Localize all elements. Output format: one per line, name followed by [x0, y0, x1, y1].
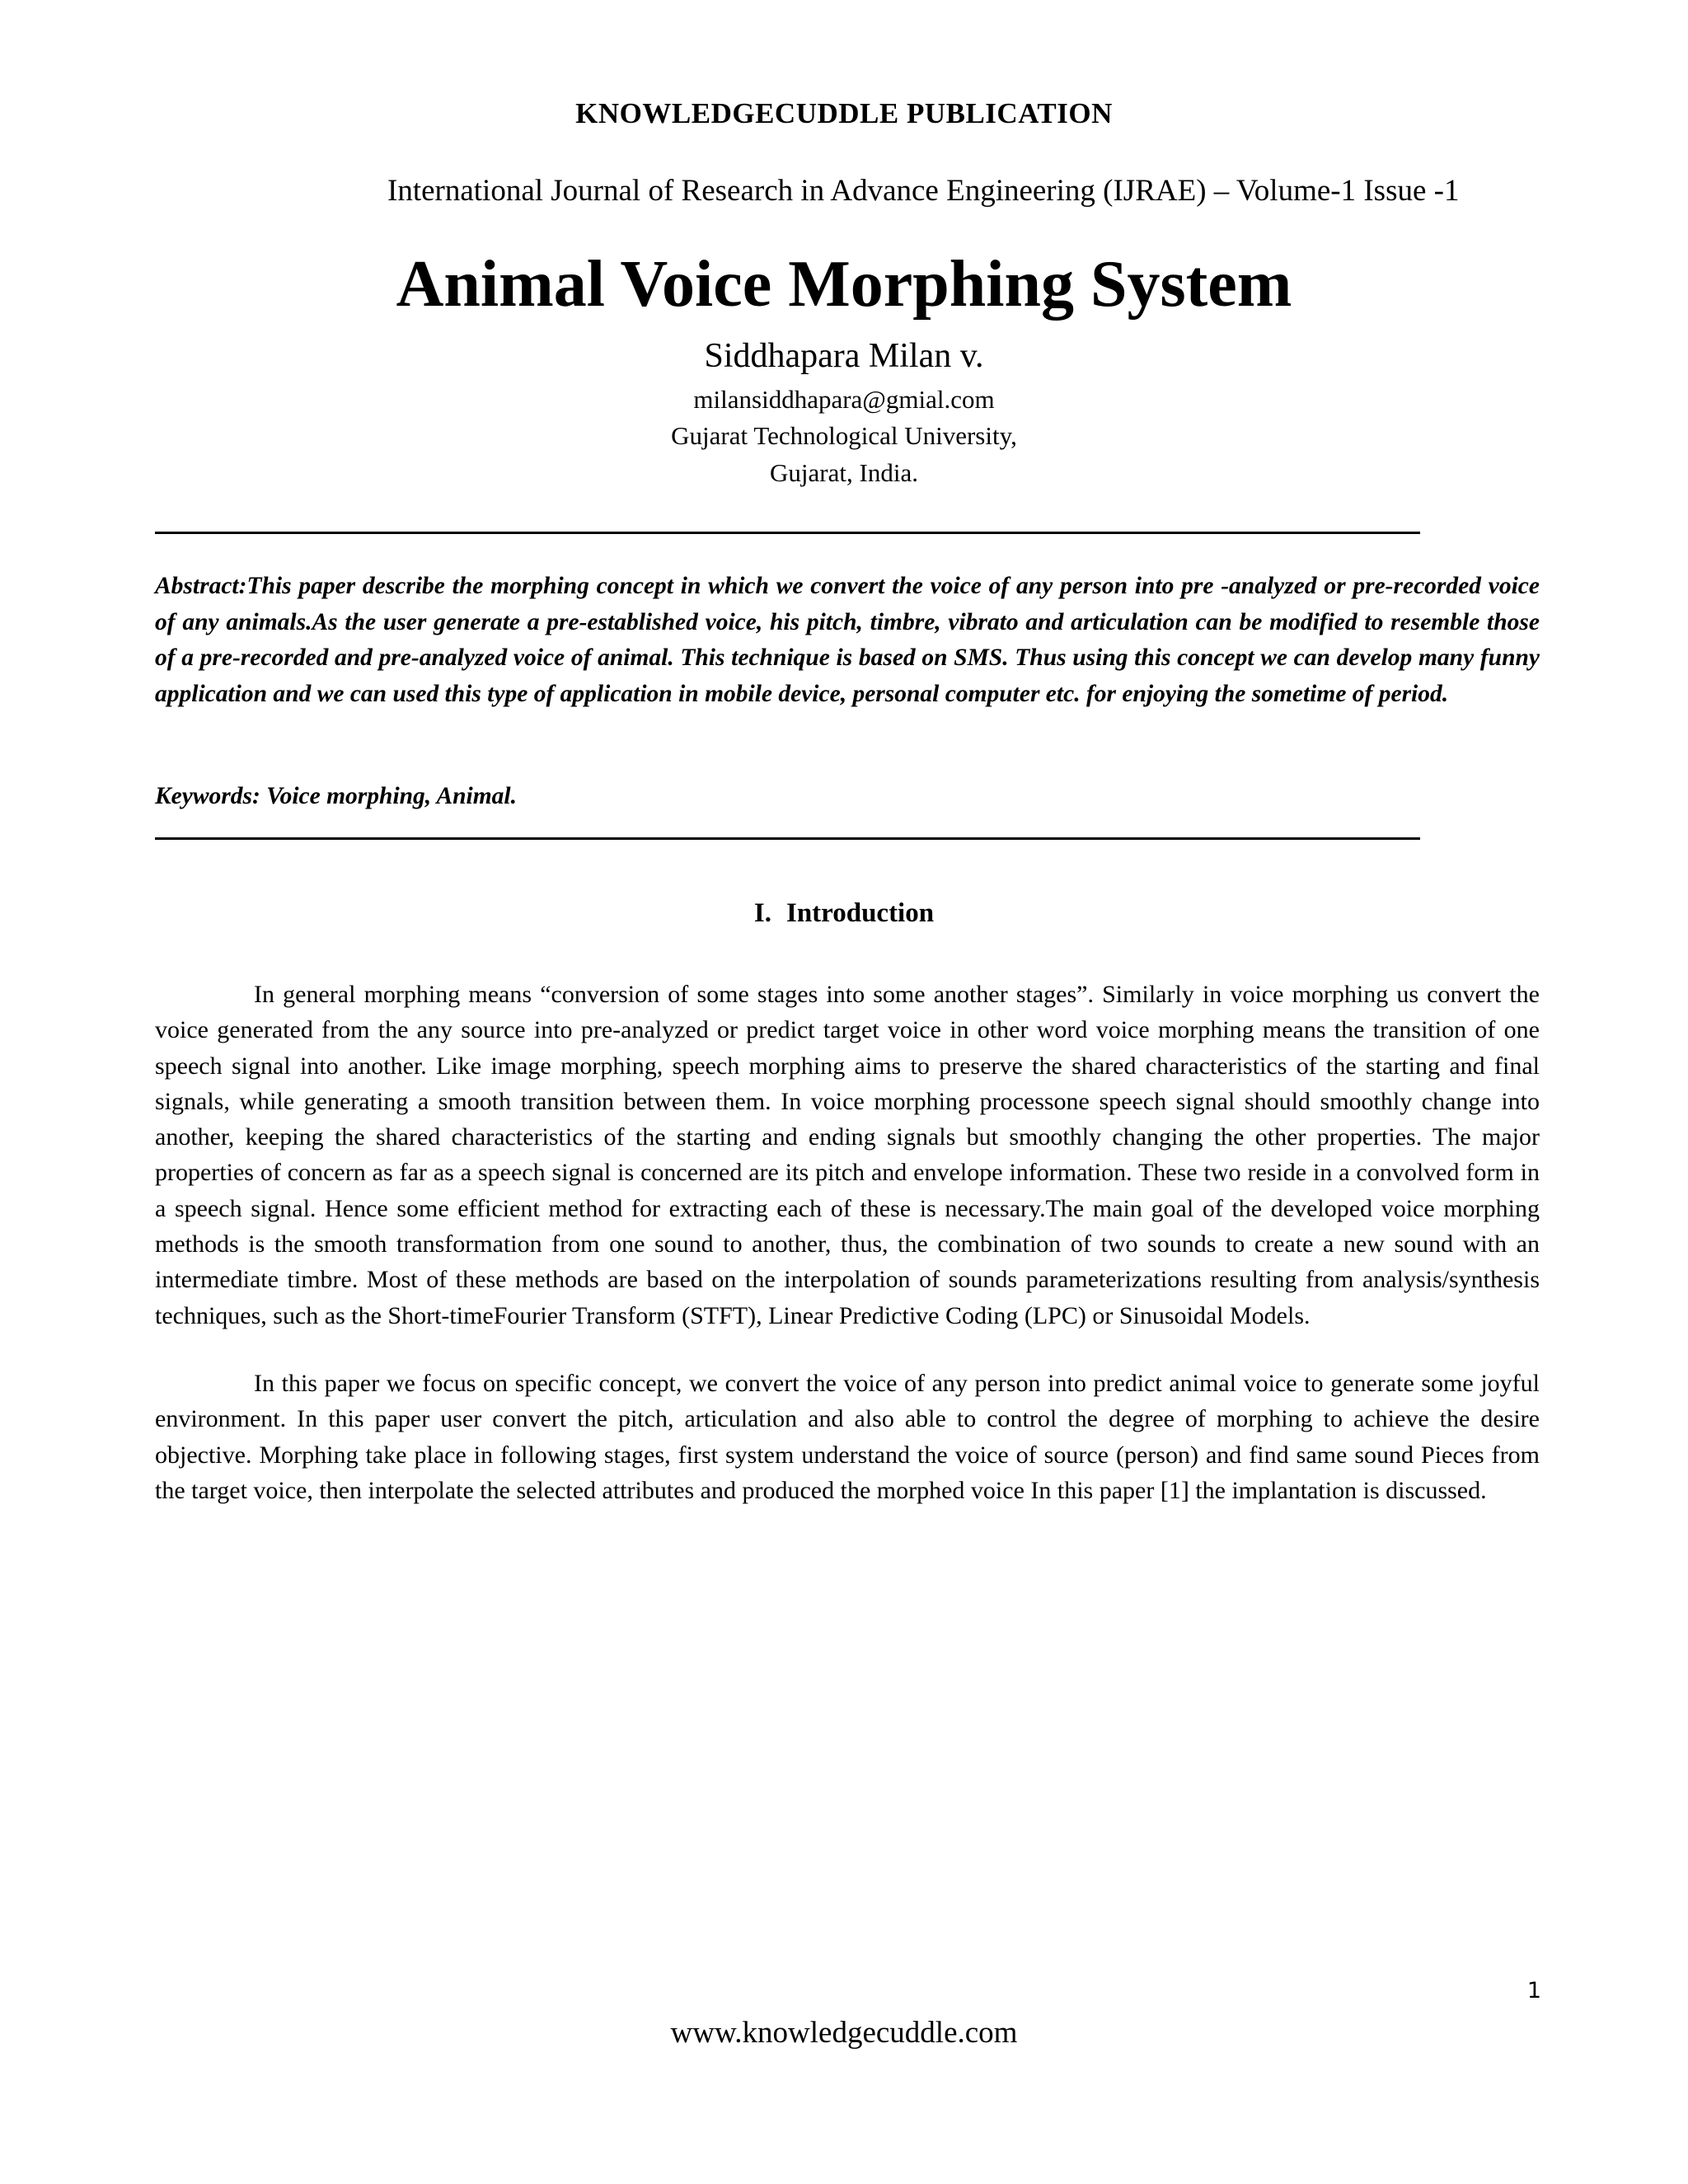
paper-title: Animal Voice Morphing System: [396, 248, 1292, 321]
top-divider: [155, 532, 1420, 534]
keywords-text: Keywords: Voice morphing, Animal.: [155, 783, 517, 809]
author-location: Gujarat, India.: [770, 458, 918, 487]
body-paragraph: In general morphing means “conversion of some stages into some another stages”. Similarly in voice morphing us convert the voice generated from the any source into pre-analyzed or predict target voice in other word voice morphing means the transition of one speech signal into another. Like image morphing, speech morphing aims to preserve the shared characteristics of the starting and final signals, while generating a smooth transition between them. In voice morphing processone speech signal should smoothly change into another, keeping the shared characteristics of the starting and ending signals but smoothly changing the other properties. The major properties of concern as far as a speech signal is concerned are its pitch and envelope information. These two reside in a convolved form in a speech signal. Hence some efficient method for extracting each of these is necessary.The main goal of the developed voice morphing methods is the smooth transformation from one sound to another, thus, the combination of two sounds to create a new sound with an intermediate timbre. Most of these methods are based on the interpolation of sounds parameterizations resulting from analysis/synthesis techniques, such as the Short-timeFourier Transform (STFT), Linear Predictive Coding (LPC) or Sinusoidal Models.: [155, 981, 1540, 1329]
author-name: Siddhapara Milan v.: [704, 337, 984, 375]
section-heading: [0, 898, 1688, 929]
journal-name: International Journal of Research in Advance Engineering (IJRAE) – Volume-1 Issue -1: [387, 174, 1460, 208]
author-university: Gujarat Technological University,: [671, 421, 1017, 450]
footer-website: www.knowledgecuddle.com: [670, 2016, 1018, 2050]
body-paragraph: In this paper we focus on specific concept, we convert the voice of any person into predict animal voice to generate some joyful environment. In this paper user convert the pitch, articulation and also able to control the degree of morphing to achieve the desire objective. Morphing take place in following stages, first system understand the voice of source (person) and find same sound Pieces from the target voice, then interpolate the selected attributes and produced the morphed voice In this paper [1] the implantation is discussed.: [155, 1370, 1540, 1504]
bottom-divider: [155, 837, 1420, 840]
publisher-name: KNOWLEDGECUDDLE PUBLICATION: [575, 97, 1113, 129]
section-title: Introduction: [785, 898, 935, 928]
abstract-text: Abstract:This paper describe the morphing concept in which we convert the voice of any person into pre -analyzed or pre-recorded voice of any animals.As the user generate a pre-established voice, his pitch, timbre, vibrato and articulation can be modified to resemble those of a pre-recorded and pre-analyzed voice of animal. This technique is based on SMS. Thus using this concept we can develop many funny application and we can used this type of application in mobile device, personal computer etc. for enjoying the sometime of period.: [155, 573, 1540, 707]
section-number: I.: [753, 898, 771, 928]
author-email: milansiddhapara@gmial.com: [693, 385, 995, 414]
page-number: 1: [1526, 1978, 1541, 2004]
